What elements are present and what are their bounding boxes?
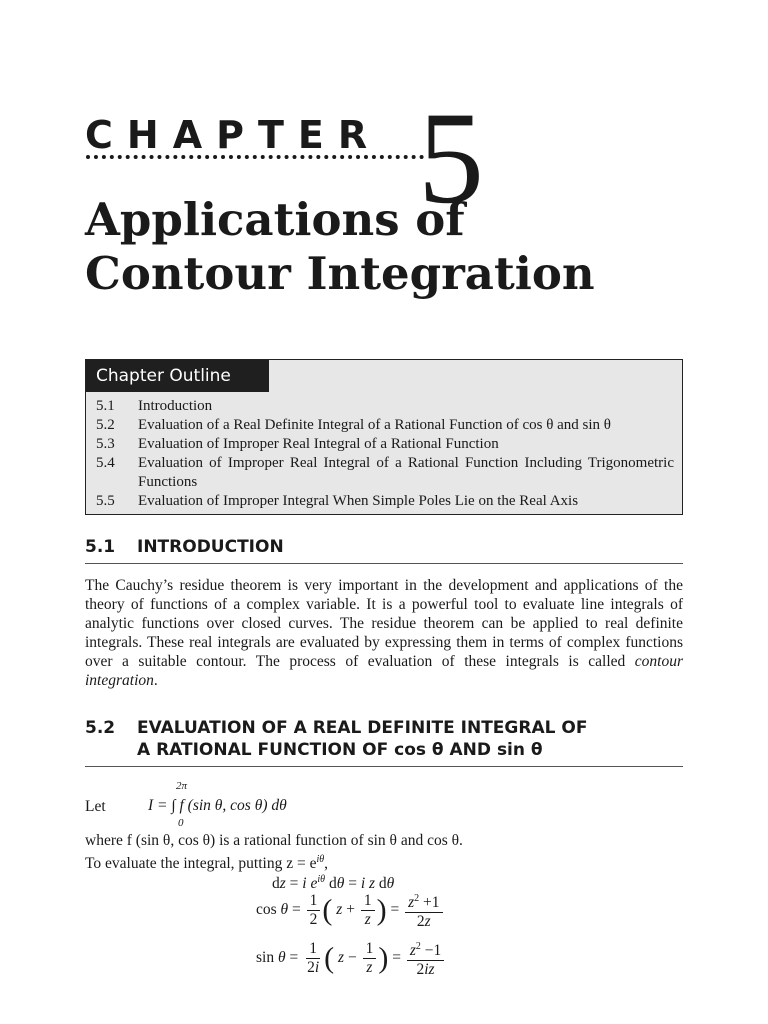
outline-item[interactable] [96, 416, 674, 435]
section-number: 5.1 [85, 537, 116, 557]
section-heading-5-2 [85, 717, 683, 767]
section-title: INTRODUCTION [137, 537, 284, 557]
introduction-body: The Cauchy’s residue theorem is very important in the development and applications of the theory of functions of a complex variable. It is a powerful tool to evaluate line integrals of analytic functions over closed curves. The residue theorem can be applied to real definite integrals. These real integrals are evaluated by expressing them in terms of complex functions over a suitable contour. The process of evaluation of these integrals is called [85, 577, 683, 670]
introduction-paragraph [85, 576, 683, 690]
chapter-outline-list [96, 397, 674, 511]
integral-expression: I = ∫ f (sin θ, cos θ) dθ [148, 797, 287, 814]
outline-item-text: Evaluation of a Real Definite Integral of a Rational Function of cos θ and sin θ [138, 417, 611, 433]
outline-item-text: Evaluation of Improper Real Integral of a Rational Function [138, 436, 499, 452]
outline-item-number: 5.3 [96, 436, 115, 452]
introduction-emphasis: contour integration [85, 653, 684, 689]
fraction: $\frac{1}{2i}$ [307, 940, 320, 977]
sin-equation: sin θ = $\frac{1}{2i}$ ( z − $\frac{1}{z}$ ) = $\frac{z^2 -1}{2iz}$ [256, 938, 446, 979]
introduction-end: . [153, 672, 158, 689]
section-heading-5-1 [85, 536, 683, 564]
section-number: 5.2 [85, 718, 116, 738]
outline-item-text: Evaluation of Improper Real Integral of a Rational Function Including Trigonometric Functions [138, 455, 674, 490]
chapter-outline-heading: Chapter Outline [86, 360, 269, 392]
outline-item-number: 5.2 [96, 417, 115, 433]
outline-item[interactable] [96, 435, 674, 454]
fraction: $\frac{z^2 +1}{2z}$ [405, 890, 442, 931]
cos-equation: cos θ = $\frac{1}{2}$ ( z + $\frac{1}{z}$ ) = $\frac{z^2 +1}{2z}$ [256, 890, 445, 931]
fraction: $\frac{1}{z}$ [363, 940, 377, 977]
outline-item-number: 5.5 [96, 493, 115, 509]
outline-item-number: 5.4 [96, 455, 115, 471]
chapter-number: 5 [418, 84, 484, 231]
evaluate-text: To evaluate the integral, putting z = e [85, 855, 317, 873]
evaluate-exponent: iθ [316, 854, 325, 865]
outline-item[interactable] [96, 492, 674, 511]
outline-item-number: 5.1 [96, 398, 115, 414]
where-line: where f (sin θ, cos θ) is a rational function of sin θ and cos θ. [85, 832, 463, 849]
chapter-label: CHAPTER [85, 113, 382, 157]
fraction: $\frac{1}{2}$ [307, 892, 321, 929]
chapter-title [85, 193, 595, 301]
chapter-outline-box [85, 359, 683, 515]
section-title-line1: EVALUATION OF A REAL DEFINITE INTEGRAL OF [137, 718, 588, 738]
outline-item[interactable] [96, 454, 674, 492]
outline-item-text: Introduction [138, 398, 213, 414]
outline-item[interactable] [96, 397, 674, 416]
chapter-dotted-rule [86, 155, 424, 159]
section-title-line2: A RATIONAL FUNCTION OF cos θ AND sin θ [137, 740, 543, 760]
chapter-title-line1: Applications of [85, 193, 465, 246]
outline-item-text: Evaluation of Improper Integral When Simple Poles Lie on the Real Axis [138, 493, 579, 509]
chapter-title-line2: Contour Integration [85, 247, 595, 300]
fraction: $\frac{1}{z}$ [361, 892, 375, 929]
lower-limit: 0 [178, 817, 184, 829]
upper-limit: 2π [176, 780, 188, 792]
dz-equation-text: dz = i $e^{i\theta}$ dθ = i z dθ [272, 874, 395, 893]
let-label: Let [85, 798, 106, 815]
evaluate-end: , [324, 855, 329, 873]
fraction: $\frac{z^2 -1}{2iz}$ [407, 938, 444, 979]
